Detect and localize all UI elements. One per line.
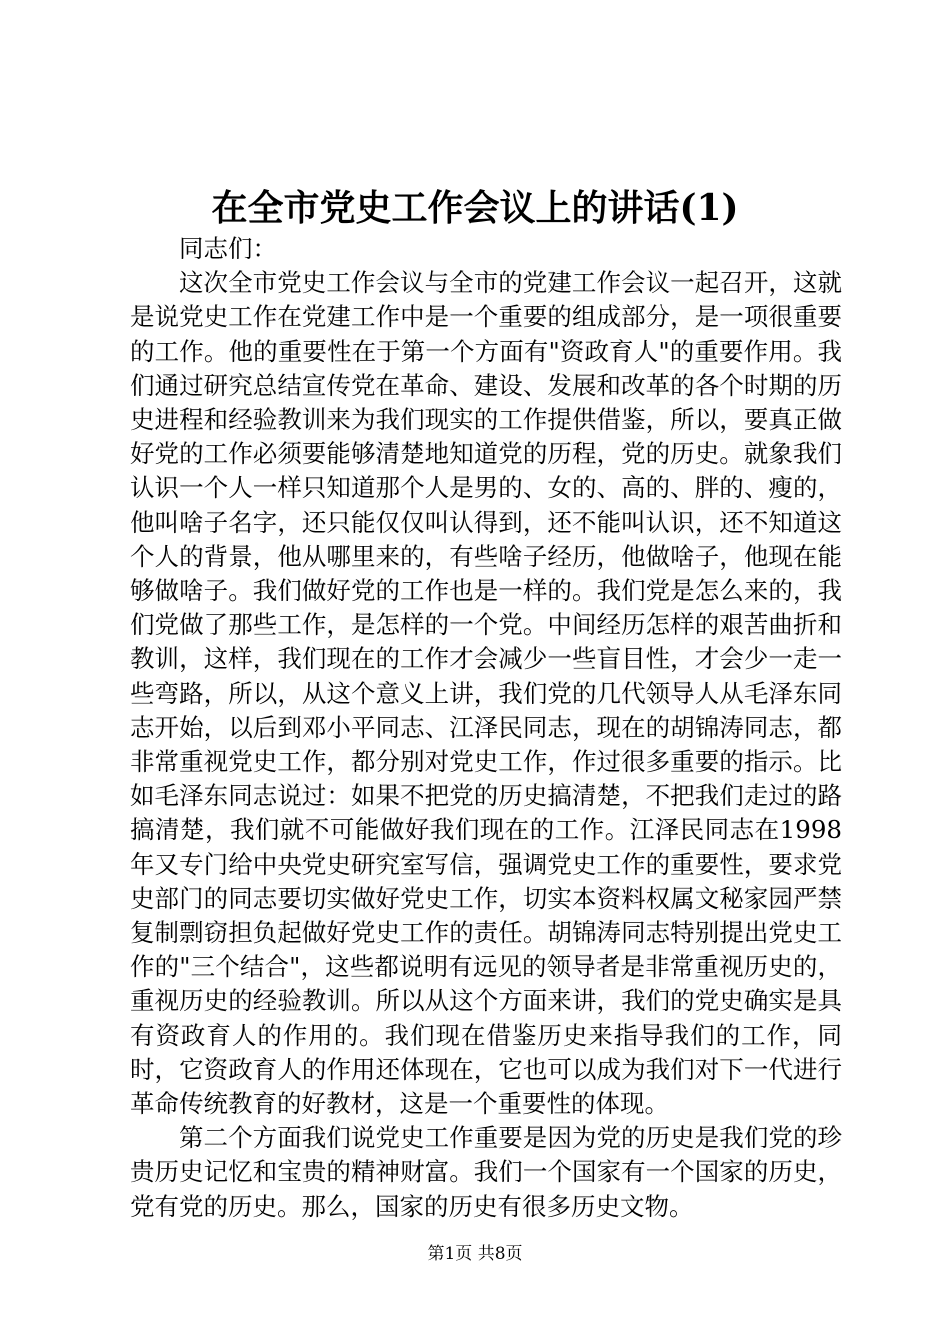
document-body (130, 232, 842, 1224)
page-footer: 第1页 共8页 (427, 1244, 523, 1264)
document-title: 在全市党史工作会议上的讲话(1) (211, 187, 739, 229)
paragraph-1: 这次全市党史工作会议与全市的党建工作会议一起召开，这就是说党史工作在党建工作中是一个重要的组成部分，是一项很重要的工作。他的重要性在于第一个方面有"资政育人"的重要作用。我们通过研究总结宣传党在革命、建设、发展和改革的各个时期的历史进程和经验教训来为我们现实的工作提供借鉴，所以，要真正做好党的工作必须要能够清楚地知道党的历程，党的历史。就象我们认识一个人一样只知道那个人是男的、女的、高的、胖的、瘦的，他叫啥子名字，还只能仅仅叫认得到，还不能叫认识，还不知道这个人的背景，他从哪里来的，有些啥子经历，他做啥子，他现在能够做啥子。我们做好党的工作也是一样的。我们党是怎么来的，我们党做了那些工作，是怎样的一个党。中间经历怎样的艰苦曲折和教训，这样，我们现在的工作才会减少一些盲目性，才会少一走一些弯路，所以，从这个意义上讲，我们党的几代领导人从毛泽东同志开始，以后到邓小平同志、江泽民同志，现在的胡锦涛同志，都非常重视党史工作，都分别对党史工作，作过很多重要的指示。比如毛泽东同志说过：如果不把党的历史搞清楚，不把我们走过的路搞清楚，我们就不可能做好我们现在的工作。江泽民同志在1998年又专门给中央党史研究室写信，强调党史工作的重要性，要求党史部门的同志要切实做好党史工作，切实本资料权属文秘家园严禁复制剽窃担负起做好党史工作的责任。胡锦涛同志特别提出党史工作的"三个结合"，这些都说明有远见的领导者是非常重视历史的，重视历史的经验教训。所以从这个方面来讲，我们的党史确实是具有资政育人的作用的。我们现在借鉴历史来指导我们的工作，同时，它资政育人的作用还体现在，它也可以成为我们对下一代进行革命传统教育的好教材，这是一个重要性的体现。 (130, 268, 842, 1119)
salutation: 同志们： (179, 234, 277, 263)
paragraph-2: 第二个方面我们说党史工作重要是因为党的历史是我们党的珍贵历史记忆和宝贵的精神财富。我们一个国家有一个国家的历史，党有党的历史。那么，国家的历史有很多历史文物。 (130, 1123, 842, 1221)
